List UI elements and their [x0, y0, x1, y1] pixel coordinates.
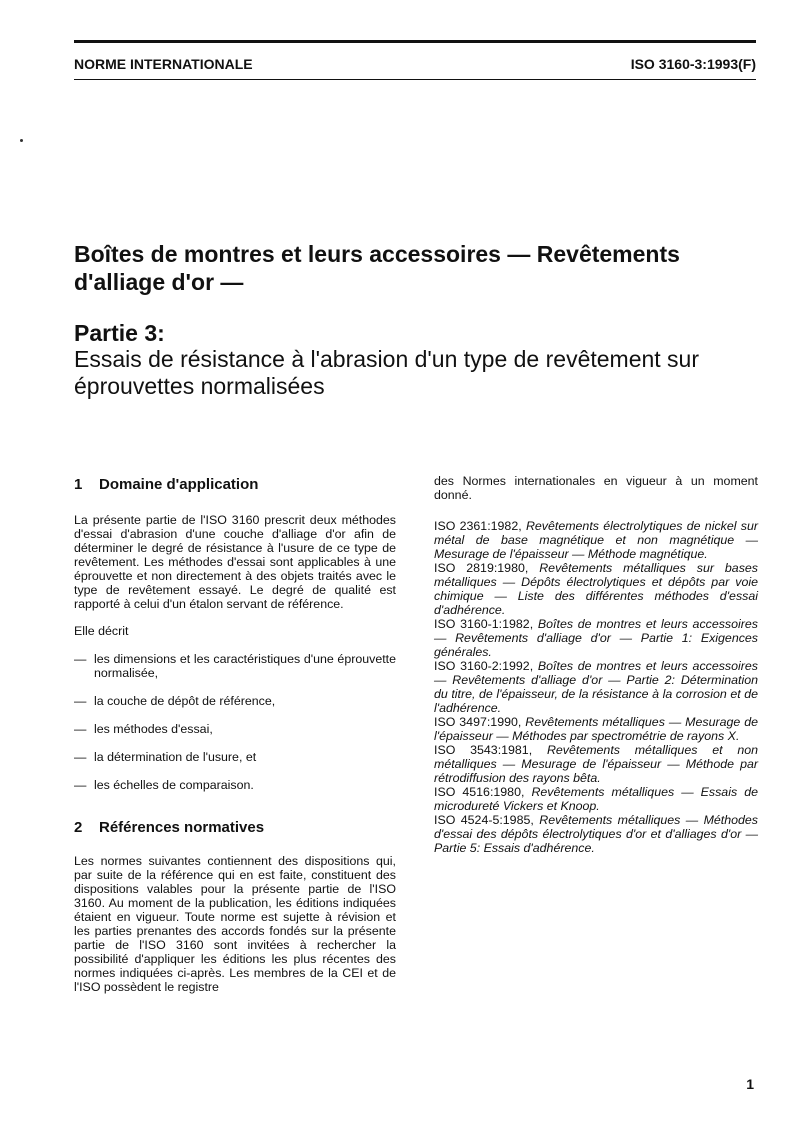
reference-item — [434, 813, 758, 855]
reference-item — [434, 659, 758, 715]
section-title: Références normatives — [99, 819, 265, 836]
section-number: 1 — [74, 476, 83, 493]
reference-item — [434, 785, 758, 813]
reference-code: ISO 3543:1981, — [434, 743, 533, 757]
scope-list — [74, 652, 396, 792]
reference-title: Boîtes de montres et leurs accessoires — Revêtements d'alliage d'or — Partie 1: Exigences générales. — [434, 617, 758, 659]
scope-intro: Elle décrit — [74, 624, 129, 638]
document-reference: ISO 3160-3:1993(F) — [630, 56, 756, 72]
scope-paragraph: La présente partie de l'ISO 3160 prescrit deux méthodes d'essai d'abrasion d'une couche d'alliage d'or afin de déterminer le degré de résistance à l'usure de ce type de revêtement. Les méthodes d'essai sont applicables à une éprouvette et non directement à des objets traités avec le type de revêtement essayé. Le degré de qualité est rapporté à celui d'un étalon servant de référence. — [74, 513, 396, 611]
list-item: — les échelles de comparaison. — [74, 778, 396, 792]
reference-title: Revêtements métalliques — Méthodes d'essai des dépôts électrolytiques d'or et d'alliages d'or — Partie 5: Essais d'adhérence. — [434, 813, 759, 855]
list-item: — la détermination de l'usure, et — [74, 750, 396, 764]
right-column — [434, 474, 758, 855]
reference-title: Revêtements métalliques — Mesurage de l'épaisseur — Méthodes par spectrométrie de rayons X. — [434, 715, 758, 743]
reference-title: Revêtements métalliques et non métalliques — Mesurage de l'épaisseur — Méthode par rétrodiffusion des rayons bêta. — [434, 743, 758, 785]
reference-code: ISO 3160-1:1982, — [434, 617, 534, 631]
reference-item — [434, 617, 758, 659]
list-item: — les méthodes d'essai, — [74, 722, 396, 736]
list-item: — la couche de dépôt de référence, — [74, 694, 396, 708]
section-number: 2 — [74, 819, 83, 836]
section-title: Domaine d'application — [99, 476, 259, 493]
reference-title: Boîtes de montres et leurs accessoires — Revêtements d'alliage d'or — Partie 2: Détermination du titre, de l'épaisseur, de la résistance à la corrosion et de l'adhérence. — [434, 659, 758, 715]
reference-code: ISO 2819:1980, — [434, 561, 529, 575]
reference-title: Revêtements électrolytiques de nickel sur métal de base magnétique et non magnétique — Mesurage de l'épaisseur — Méthode magnétique. — [434, 519, 758, 561]
header-top-rule — [74, 40, 756, 43]
page-number: 1 — [746, 1076, 754, 1092]
section-2-heading — [74, 819, 396, 837]
reference-code: ISO 3160-2:1992, — [434, 659, 534, 673]
header-bottom-rule — [74, 79, 756, 80]
reference-item — [434, 743, 758, 785]
document-title: Boîtes de montres et leurs accessoires — Revêtements d'alliage d'or — — [74, 241, 680, 295]
part-label: Partie 3: — [74, 320, 165, 346]
reference-code: ISO 4524-5:1985, — [434, 813, 534, 827]
reference-item — [434, 519, 758, 561]
document-type: NORME INTERNATIONALE — [74, 56, 253, 72]
reference-title: Revêtements métalliques sur bases métalliques — Dépôts électrolytiques et dépôts par voie chimique — Liste des différentes méthodes d'essai d'adhérence. — [434, 561, 758, 617]
normative-paragraph: Les normes suivantes contiennent des dispositions qui, par suite de la référence qui en est faite, constituent des dispositions valables pour la présente partie de l'ISO 3160. Au moment de la publication, les éditions indiquées étaient en vigueur. Toute norme est sujette à révision et les parties prenantes des accords fondés sur la présente partie de l'ISO 3160 sont invitées à rechercher la possibilité d'appliquer les éditions les plus récentes des normes indiquées ci-après. Les membres de la CEI et de l'ISO possèdent le registre — [74, 854, 396, 994]
reference-title: Revêtements métalliques — Essais de microdureté Vickers et Knoop. — [434, 785, 758, 813]
reference-code: ISO 3497:1990, — [434, 715, 522, 729]
left-column — [74, 476, 396, 994]
reference-code: ISO 2361:1982, — [434, 519, 522, 533]
reference-item — [434, 561, 758, 617]
normative-continuation: des Normes internationales en vigueur à un moment donné. — [434, 474, 758, 502]
reference-item — [434, 715, 758, 743]
speck-mark — [20, 139, 23, 142]
list-item: — les dimensions et les caractéristiques d'une éprouvette normalisée, — [74, 652, 396, 680]
section-1-heading — [74, 476, 396, 494]
part-subtitle: Essais de résistance à l'abrasion d'un type de revêtement sur éprouvettes normalisées — [74, 346, 700, 399]
reference-code: ISO 4516:1980, — [434, 785, 525, 799]
